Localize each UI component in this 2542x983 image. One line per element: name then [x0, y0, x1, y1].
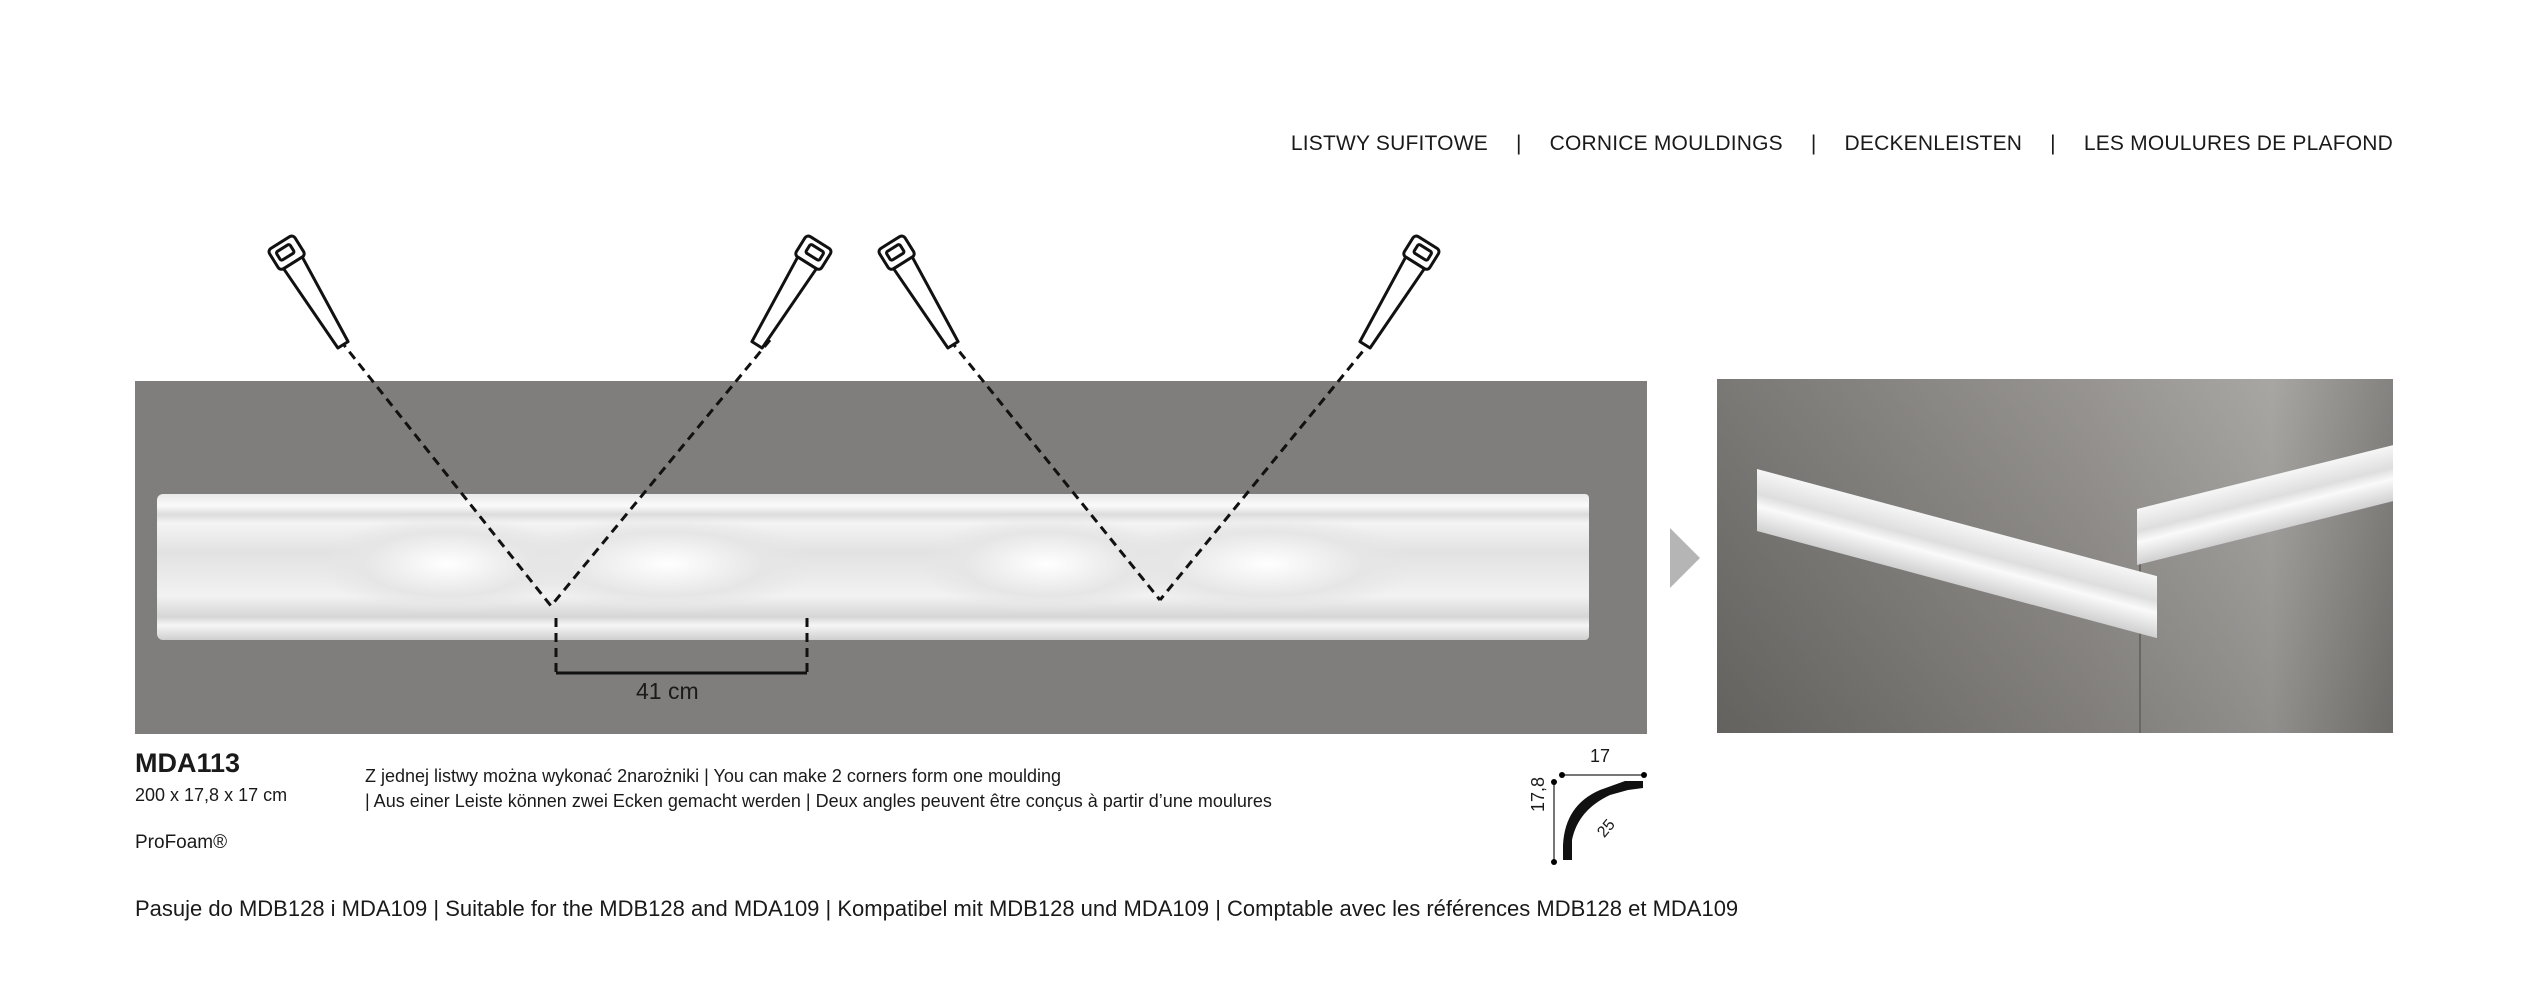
spacing-label: 41 cm: [636, 678, 699, 704]
nav-item-de: DECKENLEISTEN: [1844, 132, 2023, 155]
saw-icon: [743, 235, 832, 353]
nav-item-pl: LISTWY SUFITOWE: [1290, 132, 1488, 155]
nav-separator: |: [1515, 132, 1522, 155]
saw-icon: [878, 235, 967, 353]
product-dimensions: 200 x 17,8 x 17 cm: [135, 785, 288, 805]
profile-diagonal: 25: [1594, 816, 1619, 841]
arrow-right-icon: [1670, 528, 1700, 588]
installed-cornice-photo: [1717, 379, 2393, 733]
nav-separator: |: [1810, 132, 1817, 155]
profile-drawing: [1551, 772, 1647, 865]
product-code: MDA113: [135, 748, 241, 778]
nav-item-en: CORNICE MOULDINGS: [1549, 132, 1783, 155]
profile-height: 17,8: [1528, 776, 1548, 812]
compatibility-note: Pasuje do MDB128 i MDA109 | Suitable for the MDB128 and MDA109 | Kompatibel mit MDB128 und MDA109 | Comptable avec les références MDB128 et MDA109: [135, 896, 1739, 921]
saw-icon: [1351, 235, 1440, 353]
product-description: [365, 764, 1272, 814]
saw-icon: [268, 235, 357, 353]
description-line: | Aus einer Leiste können zwei Ecken gemacht werden | Deux angles peuvent être conçus à partir d’une moulures: [365, 791, 1272, 811]
profile-width: 17: [1590, 746, 1611, 766]
nav-separator: |: [2050, 132, 2056, 155]
product-material: ProFoam®: [135, 832, 228, 853]
description-line: Z jednej listwy można wykonać 2narożniki | You can make 2 corners form one moulding: [365, 766, 1062, 786]
nav-item-fr: LES MOULURES DE PLAFOND: [2083, 132, 2393, 155]
